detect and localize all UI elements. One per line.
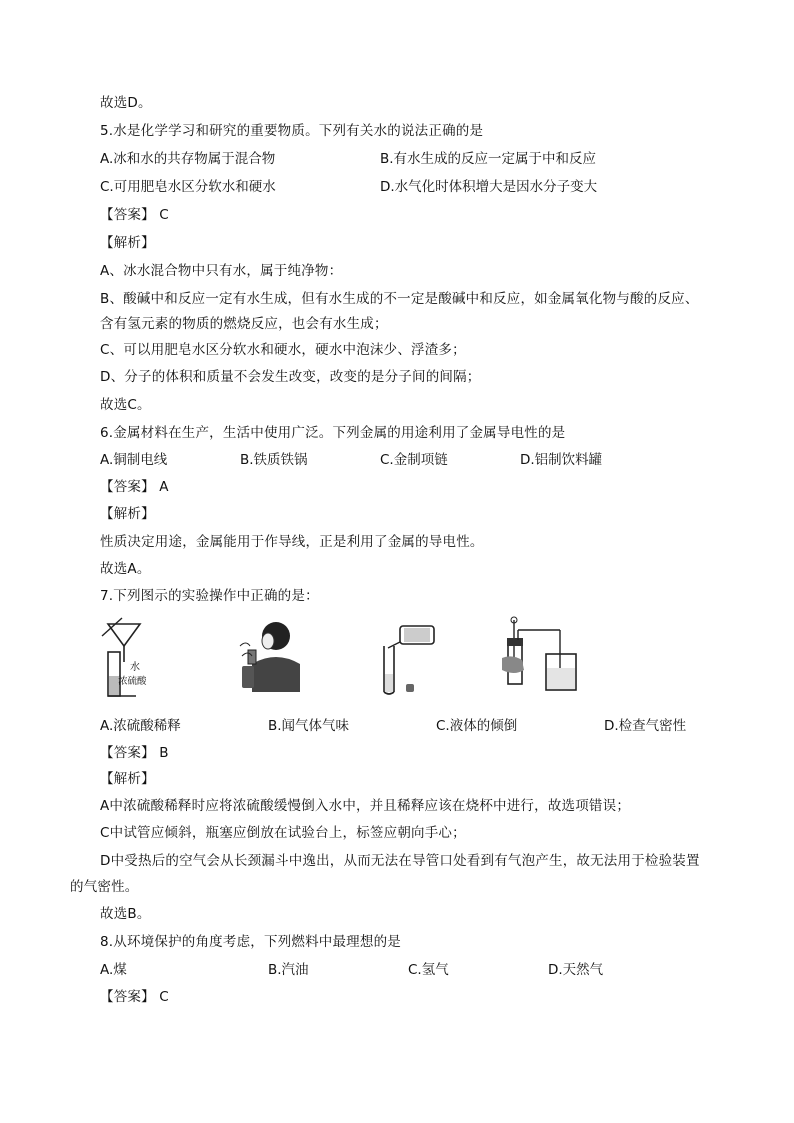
q6-option-c: C.金制项链 xyxy=(380,452,448,468)
q5-option-a: A.冰和水的共存物属于混合物 xyxy=(100,151,276,167)
q5-option-d: D.水气化时体积增大是因水分子变大 xyxy=(380,179,598,195)
q5-analysis-b-1: B、酸碱中和反应一定有水生成，但有水生成的不一定是酸碱中和反应，如金属氧化物与酸的反应、 xyxy=(100,291,699,307)
q7-answer: 【答案】 B xyxy=(100,745,169,761)
q7-analysis-heading: 【解析】 xyxy=(100,771,155,787)
q5-option-b: B.有水生成的反应一定属于中和反应 xyxy=(380,151,597,167)
q7-option-b: B.闻气体气味 xyxy=(268,718,350,734)
q8-answer: 【答案】 C xyxy=(100,989,169,1005)
q7-figure-b-smell-gas xyxy=(232,616,304,692)
q7-option-a: A.浓硫酸稀释 xyxy=(100,718,181,734)
q5-option-c: C.可用肥皂水区分软水和硬水 xyxy=(100,179,276,195)
q5-answer: 【答案】 C xyxy=(100,207,169,223)
q7-option-d: D.检查气密性 xyxy=(604,718,687,734)
q7-figure-a-acid-label: 浓硫酸 xyxy=(118,676,147,687)
q7-conclusion: 故选B。 xyxy=(100,906,151,922)
question-6-stem: 6.金属材料在生产，生活中使用广泛。下列金属的用途利用了金属导电性的是 xyxy=(100,425,566,441)
q7-figure-c-pour-liquid xyxy=(372,616,444,696)
q6-conclusion: 故选A。 xyxy=(100,561,151,577)
q7-option-c: C.液体的倾倒 xyxy=(436,718,518,734)
q5-analysis-b-2: 含有氢元素的物质的燃烧反应，也会有水生成； xyxy=(100,316,388,332)
q4-conclusion: 故选D。 xyxy=(100,95,152,111)
q7-analysis-d-1: D中受热后的空气会从长颈漏斗中逸出，从而无法在导管口处看到有气泡产生，故无法用于检验装置 xyxy=(100,853,700,869)
question-5-stem: 5.水是化学学习和研究的重要物质。下列有关水的说法正确的是 xyxy=(100,123,484,139)
q6-analysis-text: 性质决定用途，金属能用于作导线，正是利用了金属的导电性。 xyxy=(100,534,484,550)
question-7-stem: 7.下列图示的实验操作中正确的是： xyxy=(100,588,319,604)
q6-answer: 【答案】 A xyxy=(100,479,169,495)
q7-analysis-d-2: 的气密性。 xyxy=(70,879,139,895)
q6-option-a: A.铜制电线 xyxy=(100,452,168,468)
q6-option-d: D.铝制饮料罐 xyxy=(520,452,603,468)
q6-option-b: B.铁质铁锅 xyxy=(240,452,308,468)
q5-analysis-d: D、分子的体积和质量不会发生改变，改变的是分子间的间隔； xyxy=(100,369,481,385)
q8-option-b: B.汽油 xyxy=(268,962,309,978)
question-8-stem: 8.从环境保护的角度考虑，下列燃料中最理想的是 xyxy=(100,934,401,950)
q5-analysis-heading: 【解析】 xyxy=(100,235,155,251)
q7-figure-d-airtightness xyxy=(500,614,580,696)
q6-analysis-heading: 【解析】 xyxy=(100,506,155,522)
q7-figure-a-acid-dilution xyxy=(100,616,164,698)
q8-option-c: C.氢气 xyxy=(408,962,449,978)
q8-option-a: A.煤 xyxy=(100,962,127,978)
q8-option-d: D.天然气 xyxy=(548,962,604,978)
q5-analysis-c: C、可以用肥皂水区分软水和硬水，硬水中泡沫少、浮渣多； xyxy=(100,342,466,358)
q7-figure-a-water-label: 水 xyxy=(130,662,140,673)
q7-analysis-c: C中试管应倾斜，瓶塞应倒放在试验台上，标签应朝向手心； xyxy=(100,825,466,841)
q7-analysis-a: A中浓硫酸稀释时应将浓硫酸缓慢倒入水中，并且稀释应该在烧杯中进行，故选项错误； xyxy=(100,798,631,814)
q5-analysis-a: A、冰水混合物中只有水，属于纯净物： xyxy=(100,263,343,279)
q5-conclusion: 故选C。 xyxy=(100,397,151,413)
